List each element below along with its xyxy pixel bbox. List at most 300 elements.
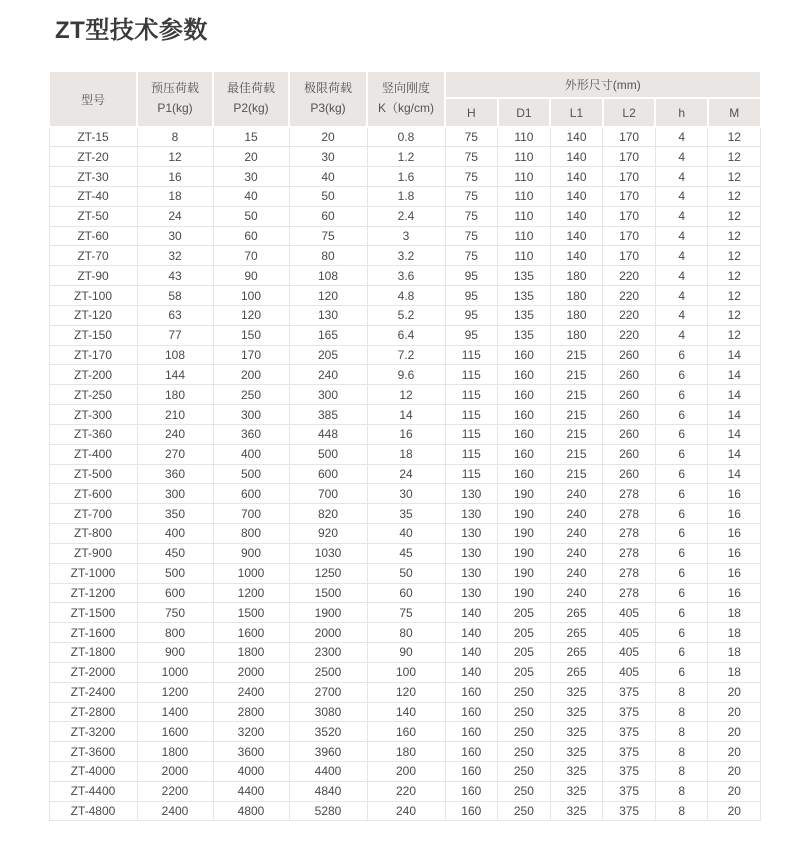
value-cell: 110 xyxy=(498,186,551,206)
value-cell: 220 xyxy=(367,781,445,801)
value-cell: 1.8 xyxy=(367,186,445,206)
value-cell: 12 xyxy=(708,147,761,167)
table-row xyxy=(49,246,761,266)
value-cell: 375 xyxy=(603,682,656,702)
value-cell: 60 xyxy=(289,206,367,226)
model-cell: ZT-40 xyxy=(49,186,137,206)
table-row xyxy=(49,524,761,544)
table-row xyxy=(49,206,761,226)
value-cell: 140 xyxy=(550,127,603,147)
model-cell: ZT-400 xyxy=(49,444,137,464)
value-cell: 140 xyxy=(550,147,603,167)
value-cell: 140 xyxy=(445,662,498,682)
model-cell: ZT-4800 xyxy=(49,801,137,821)
value-cell: 4 xyxy=(655,147,708,167)
model-cell: ZT-1200 xyxy=(49,583,137,603)
value-cell: 6 xyxy=(655,484,708,504)
table-row xyxy=(49,365,761,385)
table-row xyxy=(49,762,761,782)
value-cell: 1500 xyxy=(289,583,367,603)
table-row xyxy=(49,345,761,365)
value-cell: 170 xyxy=(603,127,656,147)
value-cell: 12 xyxy=(708,226,761,246)
table-row xyxy=(49,484,761,504)
table-row xyxy=(49,801,761,821)
value-cell: 12 xyxy=(367,385,445,405)
value-cell: 140 xyxy=(445,623,498,643)
value-cell: 190 xyxy=(498,524,551,544)
col-header-optimal-line1: 最佳荷载 xyxy=(226,81,275,96)
value-cell: 5280 xyxy=(289,801,367,821)
value-cell: 160 xyxy=(498,444,551,464)
table-row xyxy=(49,385,761,405)
value-cell: 4 xyxy=(655,246,708,266)
value-cell: 140 xyxy=(550,226,603,246)
value-cell: 170 xyxy=(603,186,656,206)
value-cell: 500 xyxy=(213,464,289,484)
value-cell: 16 xyxy=(137,167,213,187)
value-cell: 400 xyxy=(213,444,289,464)
model-cell: ZT-1000 xyxy=(49,563,137,583)
col-header-h: h xyxy=(655,98,708,127)
value-cell: 450 xyxy=(137,543,213,563)
value-cell: 4 xyxy=(655,226,708,246)
value-cell: 115 xyxy=(445,424,498,444)
value-cell: 108 xyxy=(137,345,213,365)
value-cell: 205 xyxy=(498,662,551,682)
value-cell: 375 xyxy=(603,722,656,742)
model-cell: ZT-800 xyxy=(49,524,137,544)
value-cell: 325 xyxy=(550,722,603,742)
table-row xyxy=(49,325,761,345)
value-cell: 6 xyxy=(655,464,708,484)
value-cell: 90 xyxy=(367,643,445,663)
col-header-model: 型号 xyxy=(49,71,137,127)
value-cell: 160 xyxy=(445,781,498,801)
model-cell: ZT-60 xyxy=(49,226,137,246)
value-cell: 220 xyxy=(603,266,656,286)
value-cell: 16 xyxy=(708,583,761,603)
value-cell: 16 xyxy=(708,543,761,563)
value-cell: 140 xyxy=(445,643,498,663)
model-cell: ZT-30 xyxy=(49,167,137,187)
value-cell: 75 xyxy=(445,127,498,147)
value-cell: 1500 xyxy=(213,603,289,623)
value-cell: 30 xyxy=(137,226,213,246)
value-cell: 130 xyxy=(445,543,498,563)
value-cell: 8 xyxy=(655,742,708,762)
value-cell: 135 xyxy=(498,286,551,306)
value-cell: 140 xyxy=(445,603,498,623)
value-cell: 135 xyxy=(498,266,551,286)
value-cell: 278 xyxy=(603,543,656,563)
value-cell: 115 xyxy=(445,345,498,365)
value-cell: 120 xyxy=(213,305,289,325)
value-cell: 6 xyxy=(655,504,708,524)
value-cell: 180 xyxy=(550,305,603,325)
value-cell: 130 xyxy=(289,305,367,325)
value-cell: 40 xyxy=(289,167,367,187)
value-cell: 500 xyxy=(137,563,213,583)
value-cell: 220 xyxy=(603,325,656,345)
model-cell: ZT-3200 xyxy=(49,722,137,742)
value-cell: 900 xyxy=(213,543,289,563)
model-cell: ZT-600 xyxy=(49,484,137,504)
value-cell: 14 xyxy=(708,405,761,425)
value-cell: 6 xyxy=(655,643,708,663)
model-cell: ZT-300 xyxy=(49,405,137,425)
value-cell: 160 xyxy=(445,702,498,722)
value-cell: 4000 xyxy=(213,762,289,782)
value-cell: 800 xyxy=(213,524,289,544)
value-cell: 115 xyxy=(445,464,498,484)
table-row xyxy=(49,286,761,306)
value-cell: 6 xyxy=(655,424,708,444)
value-cell: 240 xyxy=(550,543,603,563)
value-cell: 140 xyxy=(550,246,603,266)
value-cell: 215 xyxy=(550,464,603,484)
value-cell: 2000 xyxy=(213,662,289,682)
value-cell: 250 xyxy=(498,722,551,742)
value-cell: 160 xyxy=(498,385,551,405)
model-cell: ZT-2800 xyxy=(49,702,137,722)
value-cell: 75 xyxy=(445,147,498,167)
table-row xyxy=(49,444,761,464)
value-cell: 75 xyxy=(367,603,445,623)
col-header-optimal-line2: P2(kg) xyxy=(233,101,269,115)
value-cell: 6 xyxy=(655,543,708,563)
value-cell: 278 xyxy=(603,504,656,524)
value-cell: 110 xyxy=(498,167,551,187)
value-cell: 16 xyxy=(708,504,761,524)
value-cell: 220 xyxy=(603,286,656,306)
value-cell: 1000 xyxy=(137,662,213,682)
value-cell: 15 xyxy=(213,127,289,147)
value-cell: 40 xyxy=(213,186,289,206)
model-cell: ZT-1600 xyxy=(49,623,137,643)
value-cell: 2000 xyxy=(289,623,367,643)
table-row xyxy=(49,424,761,444)
value-cell: 6 xyxy=(655,583,708,603)
value-cell: 58 xyxy=(137,286,213,306)
value-cell: 8 xyxy=(655,722,708,742)
value-cell: 400 xyxy=(137,524,213,544)
table-header xyxy=(49,71,761,127)
value-cell: 95 xyxy=(445,305,498,325)
model-cell: ZT-2400 xyxy=(49,682,137,702)
value-cell: 190 xyxy=(498,504,551,524)
value-cell: 160 xyxy=(498,365,551,385)
value-cell: 14 xyxy=(708,444,761,464)
value-cell: 190 xyxy=(498,583,551,603)
value-cell: 45 xyxy=(367,543,445,563)
value-cell: 205 xyxy=(498,623,551,643)
value-cell: 6 xyxy=(655,563,708,583)
value-cell: 16 xyxy=(708,563,761,583)
table-row xyxy=(49,266,761,286)
value-cell: 115 xyxy=(445,385,498,405)
value-cell: 170 xyxy=(603,246,656,266)
value-cell: 215 xyxy=(550,345,603,365)
model-cell: ZT-250 xyxy=(49,385,137,405)
value-cell: 6 xyxy=(655,385,708,405)
value-cell: 6 xyxy=(655,662,708,682)
value-cell: 6 xyxy=(655,365,708,385)
value-cell: 375 xyxy=(603,742,656,762)
value-cell: 4 xyxy=(655,286,708,306)
value-cell: 12 xyxy=(708,127,761,147)
value-cell: 3.2 xyxy=(367,246,445,266)
value-cell: 20 xyxy=(708,801,761,821)
table-row xyxy=(49,226,761,246)
value-cell: 135 xyxy=(498,305,551,325)
value-cell: 215 xyxy=(550,385,603,405)
value-cell: 800 xyxy=(137,623,213,643)
value-cell: 140 xyxy=(550,167,603,187)
table-row xyxy=(49,623,761,643)
value-cell: 360 xyxy=(137,464,213,484)
value-cell: 2800 xyxy=(213,702,289,722)
value-cell: 18 xyxy=(708,643,761,663)
value-cell: 8 xyxy=(655,682,708,702)
value-cell: 20 xyxy=(708,722,761,742)
value-cell: 1900 xyxy=(289,603,367,623)
value-cell: 8 xyxy=(655,762,708,782)
value-cell: 240 xyxy=(550,504,603,524)
value-cell: 2400 xyxy=(213,682,289,702)
value-cell: 8 xyxy=(655,702,708,722)
value-cell: 750 xyxy=(137,603,213,623)
value-cell: 240 xyxy=(550,563,603,583)
value-cell: 215 xyxy=(550,405,603,425)
value-cell: 90 xyxy=(213,266,289,286)
value-cell: 20 xyxy=(213,147,289,167)
value-cell: 1600 xyxy=(137,722,213,742)
value-cell: 2.4 xyxy=(367,206,445,226)
value-cell: 260 xyxy=(603,345,656,365)
value-cell: 2300 xyxy=(289,643,367,663)
value-cell: 215 xyxy=(550,365,603,385)
value-cell: 140 xyxy=(550,206,603,226)
value-cell: 4.8 xyxy=(367,286,445,306)
value-cell: 20 xyxy=(708,742,761,762)
value-cell: 80 xyxy=(367,623,445,643)
value-cell: 385 xyxy=(289,405,367,425)
model-cell: ZT-4400 xyxy=(49,781,137,801)
value-cell: 120 xyxy=(289,286,367,306)
value-cell: 40 xyxy=(367,524,445,544)
value-cell: 278 xyxy=(603,583,656,603)
value-cell: 405 xyxy=(603,643,656,663)
value-cell: 115 xyxy=(445,444,498,464)
value-cell: 100 xyxy=(367,662,445,682)
value-cell: 270 xyxy=(137,444,213,464)
value-cell: 900 xyxy=(137,643,213,663)
value-cell: 6 xyxy=(655,623,708,643)
col-header-L2: L2 xyxy=(603,98,656,127)
value-cell: 325 xyxy=(550,781,603,801)
value-cell: 160 xyxy=(445,722,498,742)
model-cell: ZT-500 xyxy=(49,464,137,484)
value-cell: 8 xyxy=(137,127,213,147)
value-cell: 6 xyxy=(655,603,708,623)
col-header-H: H xyxy=(445,98,498,127)
col-header-ultimate xyxy=(289,71,367,127)
value-cell: 75 xyxy=(445,226,498,246)
value-cell: 160 xyxy=(367,722,445,742)
value-cell: 170 xyxy=(603,226,656,246)
value-cell: 160 xyxy=(445,801,498,821)
value-cell: 405 xyxy=(603,623,656,643)
value-cell: 260 xyxy=(603,385,656,405)
col-header-ultimate-line2: P3(kg) xyxy=(310,101,346,115)
value-cell: 2200 xyxy=(137,781,213,801)
value-cell: 180 xyxy=(550,286,603,306)
value-cell: 205 xyxy=(498,643,551,663)
value-cell: 12 xyxy=(708,206,761,226)
value-cell: 1800 xyxy=(137,742,213,762)
value-cell: 18 xyxy=(708,603,761,623)
value-cell: 70 xyxy=(213,246,289,266)
value-cell: 110 xyxy=(498,226,551,246)
value-cell: 180 xyxy=(137,385,213,405)
model-cell: ZT-20 xyxy=(49,147,137,167)
col-header-stiffness-line2: K（kg/cm) xyxy=(377,101,434,115)
value-cell: 6 xyxy=(655,444,708,464)
value-cell: 250 xyxy=(498,742,551,762)
table-body xyxy=(49,127,761,821)
value-cell: 4 xyxy=(655,206,708,226)
table-row xyxy=(49,563,761,583)
model-cell: ZT-70 xyxy=(49,246,137,266)
table-row xyxy=(49,405,761,425)
value-cell: 20 xyxy=(289,127,367,147)
value-cell: 190 xyxy=(498,543,551,563)
value-cell: 6 xyxy=(655,345,708,365)
value-cell: 12 xyxy=(137,147,213,167)
value-cell: 144 xyxy=(137,365,213,385)
value-cell: 360 xyxy=(213,424,289,444)
value-cell: 130 xyxy=(445,524,498,544)
value-cell: 4 xyxy=(655,186,708,206)
value-cell: 18 xyxy=(137,186,213,206)
value-cell: 220 xyxy=(603,305,656,325)
value-cell: 20 xyxy=(708,781,761,801)
value-cell: 180 xyxy=(550,266,603,286)
value-cell: 205 xyxy=(289,345,367,365)
col-group-dimensions: 外形尺寸(mm) xyxy=(445,71,761,98)
value-cell: 3200 xyxy=(213,722,289,742)
value-cell: 30 xyxy=(367,484,445,504)
value-cell: 18 xyxy=(708,662,761,682)
value-cell: 4 xyxy=(655,127,708,147)
table-row xyxy=(49,186,761,206)
value-cell: 190 xyxy=(498,484,551,504)
value-cell: 165 xyxy=(289,325,367,345)
value-cell: 120 xyxy=(367,682,445,702)
value-cell: 3.6 xyxy=(367,266,445,286)
value-cell: 240 xyxy=(550,583,603,603)
value-cell: 18 xyxy=(708,623,761,643)
value-cell: 75 xyxy=(289,226,367,246)
value-cell: 95 xyxy=(445,266,498,286)
value-cell: 140 xyxy=(367,702,445,722)
value-cell: 200 xyxy=(213,365,289,385)
value-cell: 4 xyxy=(655,167,708,187)
value-cell: 160 xyxy=(498,464,551,484)
col-header-stiffness-line1: 竖向刚度 xyxy=(381,81,430,96)
value-cell: 160 xyxy=(445,762,498,782)
value-cell: 4 xyxy=(655,325,708,345)
table-row xyxy=(49,127,761,147)
value-cell: 135 xyxy=(498,325,551,345)
model-cell: ZT-90 xyxy=(49,266,137,286)
value-cell: 95 xyxy=(445,286,498,306)
value-cell: 700 xyxy=(213,504,289,524)
table-row xyxy=(49,504,761,524)
value-cell: 1800 xyxy=(213,643,289,663)
value-cell: 325 xyxy=(550,742,603,762)
value-cell: 200 xyxy=(367,762,445,782)
value-cell: 278 xyxy=(603,524,656,544)
value-cell: 14 xyxy=(367,405,445,425)
value-cell: 9.6 xyxy=(367,365,445,385)
value-cell: 260 xyxy=(603,444,656,464)
model-cell: ZT-1500 xyxy=(49,603,137,623)
value-cell: 920 xyxy=(289,524,367,544)
col-header-stiffness xyxy=(367,71,445,127)
model-cell: ZT-15 xyxy=(49,127,137,147)
col-header-L1: L1 xyxy=(550,98,603,127)
value-cell: 375 xyxy=(603,781,656,801)
value-cell: 5.2 xyxy=(367,305,445,325)
model-cell: ZT-3600 xyxy=(49,742,137,762)
value-cell: 3080 xyxy=(289,702,367,722)
value-cell: 63 xyxy=(137,305,213,325)
col-header-preload-line2: P1(kg) xyxy=(157,101,193,115)
value-cell: 700 xyxy=(289,484,367,504)
model-cell: ZT-200 xyxy=(49,365,137,385)
value-cell: 95 xyxy=(445,325,498,345)
value-cell: 4400 xyxy=(289,762,367,782)
table-row xyxy=(49,662,761,682)
value-cell: 250 xyxy=(498,682,551,702)
value-cell: 2500 xyxy=(289,662,367,682)
value-cell: 240 xyxy=(550,524,603,544)
value-cell: 110 xyxy=(498,147,551,167)
value-cell: 160 xyxy=(498,405,551,425)
value-cell: 250 xyxy=(498,702,551,722)
value-cell: 115 xyxy=(445,365,498,385)
value-cell: 1030 xyxy=(289,543,367,563)
value-cell: 350 xyxy=(137,504,213,524)
value-cell: 1.2 xyxy=(367,147,445,167)
table-row xyxy=(49,464,761,484)
value-cell: 1400 xyxy=(137,702,213,722)
table-row xyxy=(49,722,761,742)
model-cell: ZT-4000 xyxy=(49,762,137,782)
value-cell: 325 xyxy=(550,682,603,702)
value-cell: 180 xyxy=(550,325,603,345)
value-cell: 160 xyxy=(445,742,498,762)
value-cell: 210 xyxy=(137,405,213,425)
col-header-ultimate-line1: 极限荷载 xyxy=(303,81,352,96)
value-cell: 43 xyxy=(137,266,213,286)
page-title: ZT型技术参数 xyxy=(55,17,208,44)
value-cell: 130 xyxy=(445,563,498,583)
value-cell: 4 xyxy=(655,266,708,286)
value-cell: 3 xyxy=(367,226,445,246)
